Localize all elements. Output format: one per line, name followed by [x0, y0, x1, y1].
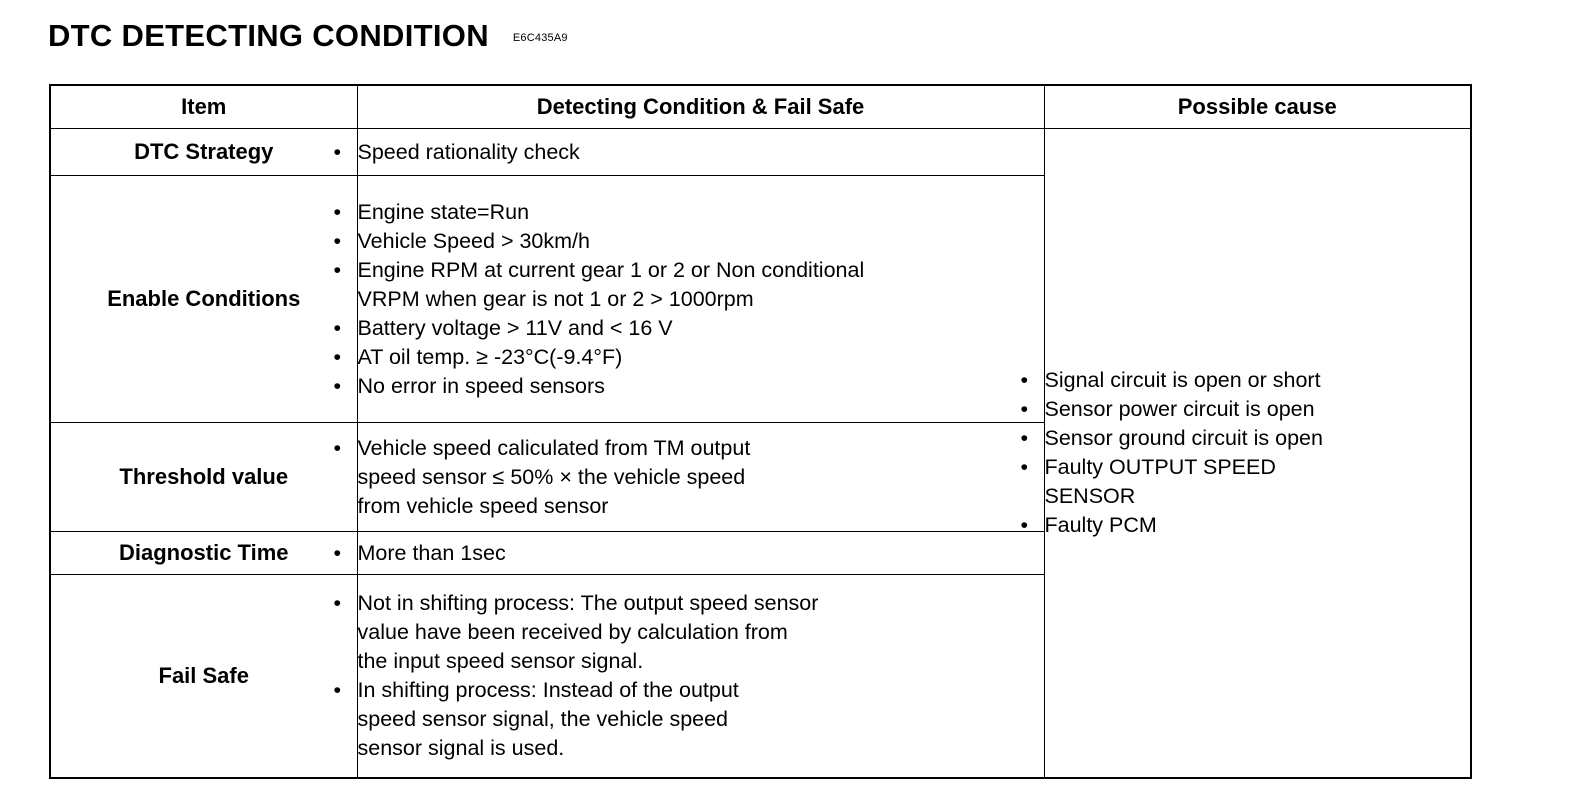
row-condition-cell: [357, 575, 1044, 779]
row-condition-cell: [357, 129, 1044, 176]
condition-bullet: • Vehicle speed caliculated from TM output speed sensor ≤ 50% × the vehicle speed from vehicle speed sensor: [358, 434, 1044, 521]
row-item-label: Diagnostic Time: [50, 532, 357, 575]
possible-cause-cell: [1044, 129, 1471, 779]
row-condition-cell: [357, 423, 1044, 532]
header-item: Item: [50, 85, 357, 129]
header-condition: Detecting Condition & Fail Safe: [357, 85, 1044, 129]
header-row: [50, 85, 1471, 129]
condition-list: [358, 589, 1044, 763]
condition-bullet: • More than 1sec: [358, 539, 1044, 568]
header-cause: Possible cause: [1044, 85, 1471, 129]
document-code: E6C435A9: [512, 31, 568, 44]
cause-bullet: • Sensor power circuit is open: [1045, 395, 1471, 424]
cause-bullet: • Signal circuit is open or short: [1045, 366, 1471, 395]
condition-list: [358, 434, 1044, 521]
condition-bullet: • Engine state=Run: [358, 198, 1044, 227]
condition-bullet: • Not in shifting process: The output speed sensor value have been received by calculation from the input speed sensor signal.: [358, 589, 1044, 676]
condition-bullet: • Engine RPM at current gear 1 or 2 or Non conditional VRPM when gear is not 1 or 2 > 1000rpm: [358, 256, 1044, 314]
condition-bullet: • Speed rationality check: [358, 138, 1044, 167]
condition-bullet: • AT oil temp. ≥ -23°C(-9.4°F): [358, 343, 1044, 372]
condition-bullet: • In shifting process: Instead of the output speed sensor signal, the vehicle speed sensor signal is used.: [358, 676, 1044, 763]
row-item-label: Enable Conditions: [50, 176, 357, 423]
row-item-label: DTC Strategy: [50, 129, 357, 176]
possible-cause-list: [1045, 366, 1471, 540]
row-item-label: Threshold value: [50, 423, 357, 532]
cause-bullet: • Faulty OUTPUT SPEED SENSOR: [1045, 453, 1471, 511]
condition-list: [358, 138, 1044, 167]
cause-bullet: • Faulty PCM: [1045, 511, 1471, 540]
row-condition-cell: [357, 176, 1044, 423]
condition-list: [358, 198, 1044, 401]
cause-bullet: • Sensor ground circuit is open: [1045, 424, 1471, 453]
table-row-dtc-strategy: [50, 129, 1471, 176]
dtc-table: [49, 84, 1472, 779]
title-text: DTC DETECTING CONDITION: [48, 18, 489, 53]
row-condition-cell: [357, 532, 1044, 575]
page-title: [48, 18, 568, 54]
condition-bullet: • No error in speed sensors: [358, 372, 1044, 401]
condition-bullet: • Battery voltage > 11V and < 16 V: [358, 314, 1044, 343]
row-item-label: Fail Safe: [50, 575, 357, 779]
condition-bullet: • Vehicle Speed > 30km/h: [358, 227, 1044, 256]
condition-list: [358, 539, 1044, 568]
